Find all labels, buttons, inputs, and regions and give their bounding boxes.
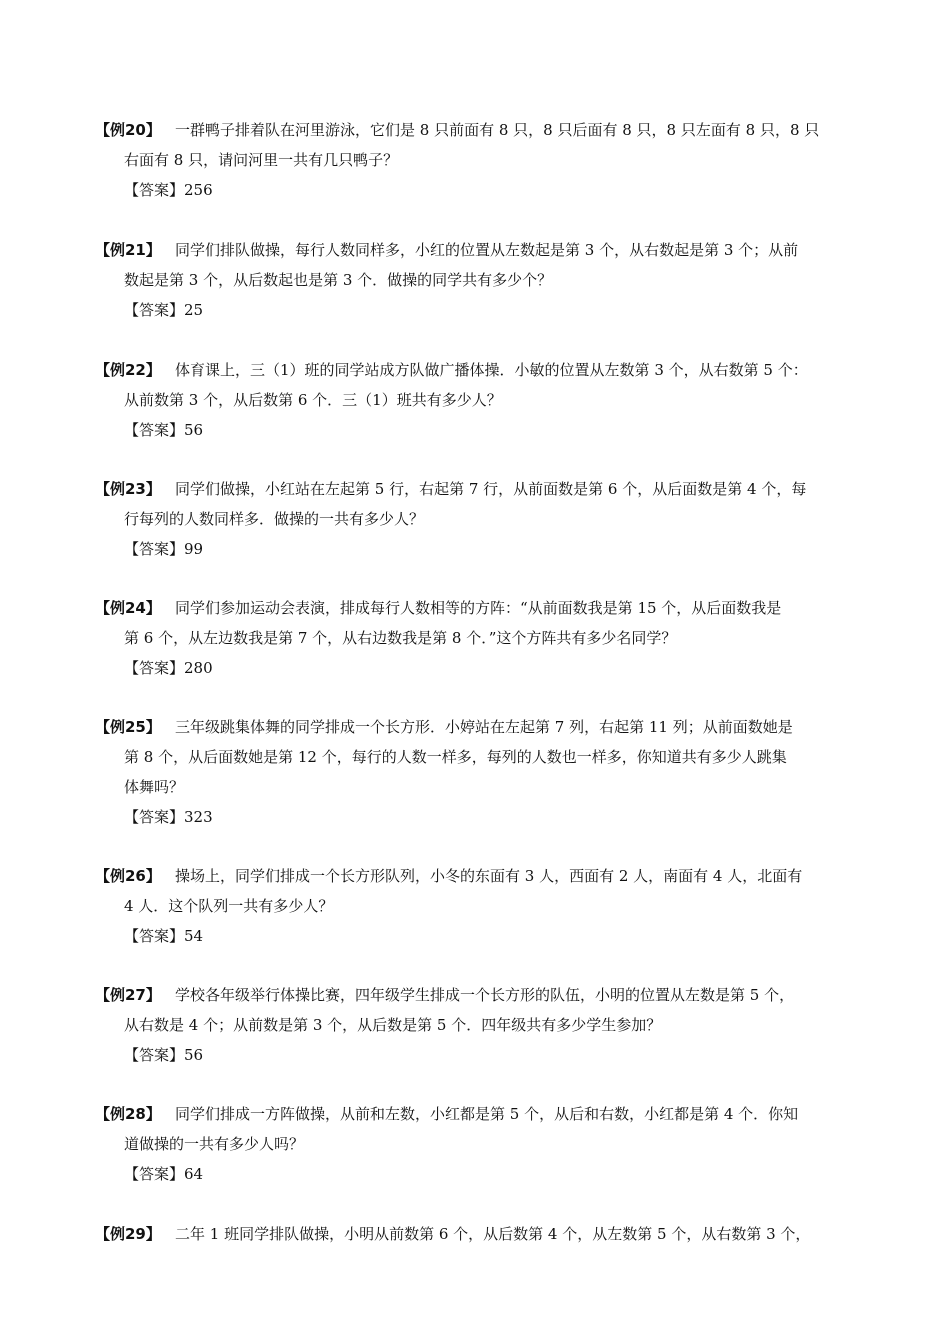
problem-text: 二年 1 班同学排队做操，小明从前数第 6 个，从后数第 4 个，从左数第 5 个，从右数第 3 个， — [175, 1225, 811, 1243]
problem-line — [95, 474, 875, 504]
problem-line — [95, 1219, 875, 1249]
answer-line — [95, 534, 875, 564]
answer-label: 【答案】 — [124, 181, 185, 199]
problem-text: 学校各年级举行体操比赛，四年级学生排成一个长方形的队伍，小明的位置从左数是第 5 个， — [175, 986, 795, 1004]
answer-label: 【答案】 — [124, 1046, 185, 1064]
problem-text: 4 人．这个队列一共有多少人？ — [124, 897, 334, 915]
problem-tag: 【例28】 — [95, 1105, 161, 1123]
problem-text: 体育课上，三（1）班的同学站成方队做广播体操．小敏的位置从左数第 3 个，从右数第 5 个： — [175, 361, 808, 379]
answer-line — [95, 802, 875, 832]
answer-line — [95, 653, 875, 683]
answer-label: 【答案】 — [124, 301, 185, 319]
answer-value: 323 — [184, 808, 213, 826]
problem-line — [95, 593, 875, 623]
problem-21 — [95, 235, 875, 325]
problem-tag: 【例27】 — [95, 986, 161, 1004]
answer-line — [95, 415, 875, 445]
problem-tag: 【例20】 — [95, 121, 161, 139]
problem-line — [95, 712, 875, 742]
problem-tag: 【例26】 — [95, 867, 161, 885]
answer-line — [95, 1040, 875, 1070]
answer-line — [95, 921, 875, 951]
problem-25 — [95, 712, 875, 832]
problem-text: 从前数第 3 个，从后数第 6 个．三（1）班共有多少人？ — [124, 391, 502, 409]
problem-text: 同学们排成一方阵做操，从前和左数，小红都是第 5 个，从后和右数，小红都是第 4 个．你知 — [175, 1105, 799, 1123]
problem-text: 第 8 个，从后面数她是第 12 个，每行的人数一样多，每列的人数也一样多，你知道共有多少人跳集 — [124, 748, 787, 766]
problem-text: 同学们参加运动会表演，排成每行人数相等的方阵：“从前面数我是第 15 个，从后面数我是 — [175, 599, 782, 617]
problem-tag: 【例25】 — [95, 718, 161, 736]
problem-text: 三年级跳集体舞的同学排成一个长方形．小婷站在左起第 7 列，右起第 11 列；从前面数她是 — [175, 718, 793, 736]
answer-value: 99 — [184, 540, 204, 558]
answer-label: 【答案】 — [124, 659, 185, 677]
answer-line — [95, 295, 875, 325]
answer-label: 【答案】 — [124, 540, 185, 558]
answer-value: 56 — [184, 421, 204, 439]
problem-line — [95, 115, 875, 145]
problem-text: 同学们排队做操，每行人数同样多，小红的位置从左数起是第 3 个，从右数起是第 3 个；从前 — [175, 241, 799, 259]
answer-line — [95, 1159, 875, 1189]
problem-line — [95, 861, 875, 891]
problem-line — [95, 1099, 875, 1129]
answer-label: 【答案】 — [124, 421, 185, 439]
problem-24 — [95, 593, 875, 683]
answer-value: 54 — [184, 927, 204, 945]
problem-line — [95, 980, 875, 1010]
answer-value: 256 — [184, 181, 213, 199]
problem-20 — [95, 115, 875, 205]
answer-label: 【答案】 — [124, 1165, 185, 1183]
answer-line — [95, 175, 875, 205]
problem-text: 道做操的一共有多少人吗？ — [124, 1135, 305, 1153]
problem-tag: 【例29】 — [95, 1225, 161, 1243]
answer-value: 56 — [184, 1046, 204, 1064]
problem-tag: 【例22】 — [95, 361, 161, 379]
answer-value: 64 — [184, 1165, 204, 1183]
problem-27 — [95, 980, 875, 1070]
problem-tag: 【例21】 — [95, 241, 161, 259]
problem-line — [95, 235, 875, 265]
problem-text: 一群鸭子排着队在河里游泳，它们是 8 只前面有 8 只，8 只后面有 8 只，8 只左面有 8 只，8 只 — [175, 121, 820, 139]
problem-26 — [95, 861, 875, 951]
problem-22 — [95, 355, 875, 445]
problem-29 — [95, 1219, 875, 1249]
answer-value: 280 — [184, 659, 213, 677]
problem-line — [95, 355, 875, 385]
problem-text: 从右数是 4 个；从前数是第 3 个，从后数是第 5 个．四年级共有多少学生参加？ — [124, 1016, 662, 1034]
problem-text: 体舞吗？ — [124, 778, 185, 796]
answer-label: 【答案】 — [124, 927, 185, 945]
problem-23 — [95, 474, 875, 564]
answer-value: 25 — [184, 301, 204, 319]
problem-text: 右面有 8 只，请问河里一共有几只鸭子？ — [124, 151, 399, 169]
problem-text: 数起是第 3 个，从后数起也是第 3 个．做操的同学共有多少个？ — [124, 271, 553, 289]
answer-label: 【答案】 — [124, 808, 185, 826]
problem-text: 第 6 个，从左边数我是第 7 个，从右边数我是第 8 个．”这个方阵共有多少名同学？ — [124, 629, 677, 647]
problem-text: 操场上，同学们排成一个长方形队列，小冬的东面有 3 人，西面有 2 人，南面有 4 人，北面有 — [175, 867, 803, 885]
problem-tag: 【例24】 — [95, 599, 161, 617]
problem-tag: 【例23】 — [95, 480, 161, 498]
problem-28 — [95, 1099, 875, 1189]
problem-text: 同学们做操，小红站在左起第 5 行，右起第 7 行，从前面数是第 6 个，从后面数是第 4 个，每 — [175, 480, 807, 498]
problem-text: 行每列的人数同样多．做操的一共有多少人？ — [124, 510, 425, 528]
